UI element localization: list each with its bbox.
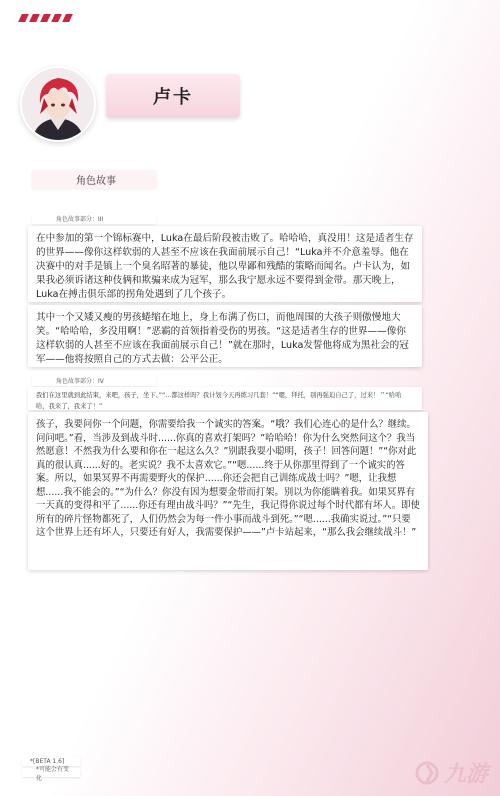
beta-version-text: *[BETA 1.6] bbox=[30, 758, 65, 765]
story-paragraph-1-text: 在中参加的第一个锦标赛中，Luka在最后阶段被击败了。哈哈哈，真没用！这是适者生存的世界——像你这样软弱的人甚至不应该在我面前展示自己！“Luka并不介意羞辱。他在决赛中的对手是镇上一个臭名昭著的暴徒，他以卑鄙和残酷的策略而闻名。卢卡认为，如果我必须诉诸这种伎俩和欺骗来成为冠军，那么我宁愿永远不要得到金带。那天晚上，Luka在搏击俱乐部的拐角处遇到了几个孩子。 bbox=[36, 233, 414, 300]
story-paragraph-2 bbox=[28, 305, 422, 367]
change-note-label bbox=[22, 765, 80, 782]
stripe bbox=[29, 14, 40, 22]
change-note-text: *可能会有变化 bbox=[36, 765, 70, 782]
story-part3-header bbox=[32, 213, 156, 224]
watermark bbox=[414, 757, 488, 788]
story-part3-label: 角色故事部分：III bbox=[56, 216, 104, 223]
story-section-label: 角色故事 bbox=[76, 175, 116, 187]
story-section-tab[interactable] bbox=[32, 170, 156, 188]
story-part4-label: 角色故事部分：IV bbox=[56, 378, 104, 385]
character-portrait-icon bbox=[22, 68, 94, 140]
stripe bbox=[40, 14, 51, 22]
story-paragraph-1 bbox=[28, 226, 422, 302]
stripe bbox=[18, 14, 29, 22]
story-paragraph-3 bbox=[28, 412, 428, 570]
avatar bbox=[20, 66, 96, 142]
story-dialogue-line bbox=[28, 387, 422, 410]
story-paragraph-3-text: 孩子，我要问你一个问题，你需要给我一个诚实的答案。“哦？我们心连心的是什么？继续。问问吧。”看，当涉及到战斗时......你真的喜欢打架吗？”哈哈哈！你为什么突然问这个？我当然愿意！不然我为什么要和你在一起这么久？”别跟我耍小聪明，孩子！回答问题！”“你对此真的很认真......好的。老实说？我不太喜欢它。”“嗯......终于从你那里得到了一个诚实的答案。所以，如果冥界不再需要野火的保护......你还会把自己训练成战士吗？”嗯，让我想想......我不能会的。”“为什么？你没有因为想要金带而打架。别以为你能瞒着我。如果冥界有一天真的变得和平了......你还有理由战斗吗？”“先生，我记得你说过每个时代都有坏人。即使所有的碎片怪物都死了，人们仍然会为每一件小事而战斗到死。”“嗯......我确实说过。”“只要这个世界上还有坏人，只要还有好人，我需要保护——”卢卡站起来，“那么我会继续战斗！” bbox=[36, 419, 420, 538]
watermark-logo-icon bbox=[414, 760, 440, 786]
header-stripes bbox=[20, 14, 71, 22]
stripe bbox=[51, 14, 62, 22]
stripe bbox=[62, 14, 73, 22]
story-paragraph-2-text: 其中一个又矮又瘦的男孩蜷缩在地上，身上布满了伤口，而他周围的大孩子则傲慢地大笑。“哈哈哈，多没用啊！”恶霸的首领指着受伤的男孩。“这是适者生存的世界——像你这样软弱的人甚至不应该在我面前展示自己！”就在那时，Luka发誓他将成为黑社会的冠军——他将按照自己的方式去做：公平公正。 bbox=[36, 312, 409, 365]
story-dialogue-text: 我们在这里就到此结束，来吧，孩子，坐下。”“...都这样吗？我计划今天再练习几套！”“嗯，拜托，别再强迫自己了，过来！＂“哈哈哈，我来了，我来了！” bbox=[36, 392, 402, 410]
watermark-text: 九游 bbox=[443, 762, 488, 787]
name-card bbox=[106, 74, 240, 118]
story-part4-header bbox=[32, 375, 156, 386]
character-name: 卢卡 bbox=[153, 87, 193, 108]
